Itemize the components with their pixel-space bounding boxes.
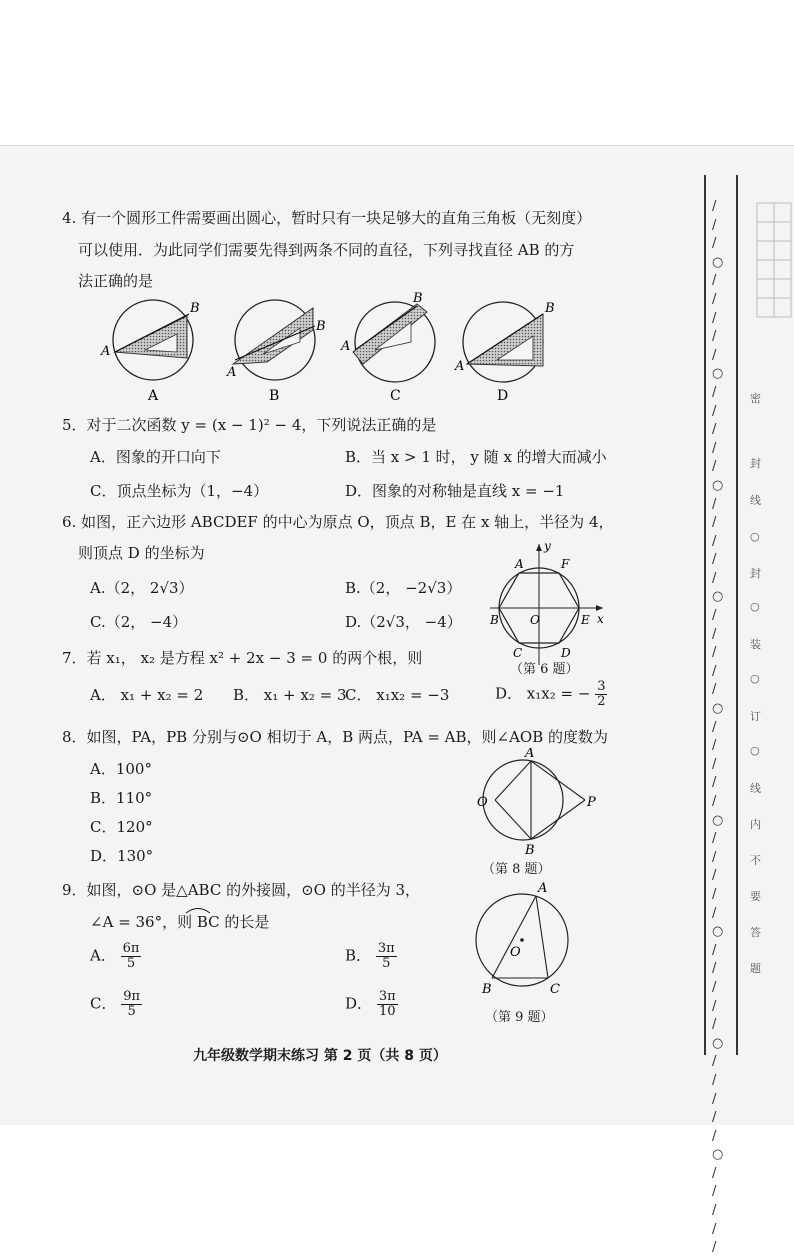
q4c-point-a: A (341, 339, 351, 354)
binding-char-5: 封 (750, 567, 761, 580)
q9-a-denominator: 5 (126, 956, 136, 971)
binding-line-left (704, 175, 706, 1055)
q9-a-numerator: 6π (122, 941, 140, 956)
q6-label-f: F (561, 557, 570, 571)
q4b-point-b: B (316, 319, 326, 334)
q8-option-b: B．110° (90, 789, 153, 807)
binding-char-8: ○ (750, 672, 760, 685)
q4a-point-b: B (190, 301, 200, 316)
q9-b-prefix: B． (345, 946, 372, 965)
q4-figure-b (226, 300, 326, 404)
q4-option-c: C (390, 388, 401, 404)
binding-char-1: 密 (750, 392, 761, 405)
q7-option-c: C． x₁x₂ = −3 (345, 686, 450, 704)
q7-option-d (495, 680, 607, 709)
binding-seat-grid (756, 202, 792, 318)
q6-label-b: B (490, 613, 499, 627)
q5-option-c: C．顶点坐标为（1，−4） (90, 482, 269, 500)
q4a-point-a: A (101, 344, 111, 359)
q9-a-fraction (121, 942, 142, 971)
q8-label-o: O (477, 795, 488, 810)
binding-char-7: 装 (750, 638, 761, 651)
q6-option-c: C.（2， −4） (90, 613, 188, 631)
binding-char-3: 线 (750, 494, 761, 507)
q8-label-b: B (525, 843, 535, 858)
q9-caption: （第 9 题） (485, 1010, 554, 1025)
q9-option-d (345, 990, 398, 1019)
q8-stem: 8．如图，PA，PB 分别与⊙O 相切于 A，B 两点，PA = AB，则∠AOB 的度数为 (62, 728, 609, 746)
binding-char-10: ○ (750, 744, 760, 757)
q6-line1: 6. 如图，正六边形 ABCDEF 的中心为原点 O，顶点 B，E 在 x 轴上，半径为 4， (62, 513, 614, 531)
q8-caption: （第 8 题） (482, 862, 551, 877)
binding-char-9: 订 (750, 710, 761, 723)
q9-a-prefix: A． (90, 946, 116, 965)
q7-d-denominator: 2 (597, 694, 606, 709)
q6-option-d: D.（2√3， −4） (345, 613, 462, 631)
q9-option-c (90, 990, 142, 1019)
q6-label-c: C (513, 646, 523, 660)
q5-option-b: B．当 x > 1 时， y 随 x 的增大而减小 (345, 448, 607, 466)
binding-line-right (736, 175, 738, 1055)
q4-option-a: A (148, 388, 159, 404)
q8-option-d: D．130° (90, 847, 154, 865)
page-footer: 九年级数学期末练习 第 2 页（共 8 页） (193, 1048, 447, 1064)
q9-figure (470, 880, 580, 1000)
q5-stem: 5．对于二次函数 y = (x − 1)² − 4，下列说法正确的是 (62, 416, 437, 434)
q8-label-p: P (587, 795, 596, 810)
binding-char-14: 要 (750, 890, 761, 903)
q6-label-a: A (515, 557, 524, 571)
q7-option-d-prefix: D． x₁x₂ = − (495, 684, 591, 703)
q5-option-a: A．图象的开口向下 (90, 448, 221, 466)
binding-char-6: ○ (750, 600, 760, 613)
q9-label-a: A (538, 881, 548, 896)
q7-d-numerator: 3 (597, 679, 606, 694)
q4-option-d: D (497, 388, 509, 404)
q9-b-denominator: 5 (382, 956, 391, 971)
binding-char-16: 题 (750, 962, 761, 975)
q5-option-d: D．图象的对称轴是直线 x = −1 (345, 482, 565, 500)
q9-line1: 9．如图，⊙O 是△ABC 的外接圆，⊙O 的半径为 3， (62, 881, 421, 899)
q6-label-o: O (530, 613, 540, 627)
q9-c-denominator: 5 (127, 1004, 136, 1019)
q9-d-prefix: D． (345, 994, 373, 1013)
q4c-point-b: B (413, 291, 423, 306)
q9-c-numerator: 9π (123, 989, 141, 1004)
q4-figures (95, 290, 565, 405)
q6-label-e: E (581, 613, 590, 627)
q4-figure-a (100, 300, 200, 404)
q8-figure (475, 748, 605, 858)
q9-c-prefix: C． (90, 994, 117, 1013)
binding-char-11: 线 (750, 782, 761, 795)
binding-char-4: ○ (750, 530, 760, 543)
q9-c-fraction (121, 990, 142, 1019)
q4-figure-c (340, 291, 435, 404)
q4-line1: 4. 有一个圆形工件需要画出圆心，暂时只有一块足够大的直角三角板（无刻度） (62, 209, 592, 227)
q6-option-a: A.（2， 2√3） (90, 579, 194, 597)
binding-char-2: 封 (750, 457, 761, 470)
q7-option-a: A． x₁ + x₂ = 2 (90, 686, 204, 704)
q9-d-denominator: 10 (378, 1004, 396, 1019)
q6-option-b: B.（2， −2√3） (345, 579, 462, 597)
binding-char-15: 答 (750, 926, 761, 939)
q9-label-o: O (510, 945, 521, 960)
q8-option-a: A．100° (90, 760, 152, 778)
q9-arc-mark (183, 903, 213, 915)
q9-d-numerator: 3π (378, 989, 396, 1004)
binding-char-12: 内 (750, 818, 761, 831)
q8-option-c: C．120° (90, 818, 153, 836)
binding-char-13: 不 (750, 854, 761, 867)
q4-figure-d (454, 301, 555, 404)
q6-label-y: y (544, 540, 551, 553)
q9-d-fraction (377, 990, 398, 1019)
q9-b-numerator: 3π (377, 941, 395, 956)
q6-figure (485, 540, 615, 675)
q9-option-b (345, 942, 397, 971)
q4-option-b: B (269, 388, 280, 404)
q9-label-b: B (482, 982, 492, 997)
binding-slash-column (712, 198, 728, 1258)
q7-stem: 7．若 x₁， x₂ 是方程 x² + 2x − 3 = 0 的两个根，则 (62, 649, 423, 667)
q6-line2: 则顶点 D 的坐标为 (78, 544, 205, 562)
q9-b-fraction (376, 942, 397, 971)
binding-slashes: / / / ○ / / / / / ○ / / / / / ○ / / / / / ○ / / / / / ○ / / / / / ○ / / / / / ○ / / / / / ○ / / / / / ○ / / / / / (712, 199, 724, 1256)
q9-label-c: C (550, 982, 560, 997)
q4-line2: 可以使用．为此同学们需要先得到两条不同的直径，下列寻找直径 AB 的方 (78, 241, 575, 259)
q4-line3: 法正确的是 (78, 272, 154, 290)
q6-label-x: x (597, 612, 604, 626)
q4d-point-b: B (545, 301, 555, 316)
q7-option-b: B． x₁ + x₂ = 3 (233, 686, 347, 704)
q9-line2: ∠A = 36°，则 BC 的长是 (90, 913, 270, 931)
q6-caption: （第 6 题） (510, 662, 579, 677)
q7-option-d-fraction (595, 680, 607, 709)
q4d-point-a: A (455, 359, 465, 374)
q9-option-a (90, 942, 141, 971)
q4b-point-a: A (227, 365, 237, 380)
q8-label-a: A (525, 748, 535, 761)
q6-label-d: D (561, 646, 571, 660)
